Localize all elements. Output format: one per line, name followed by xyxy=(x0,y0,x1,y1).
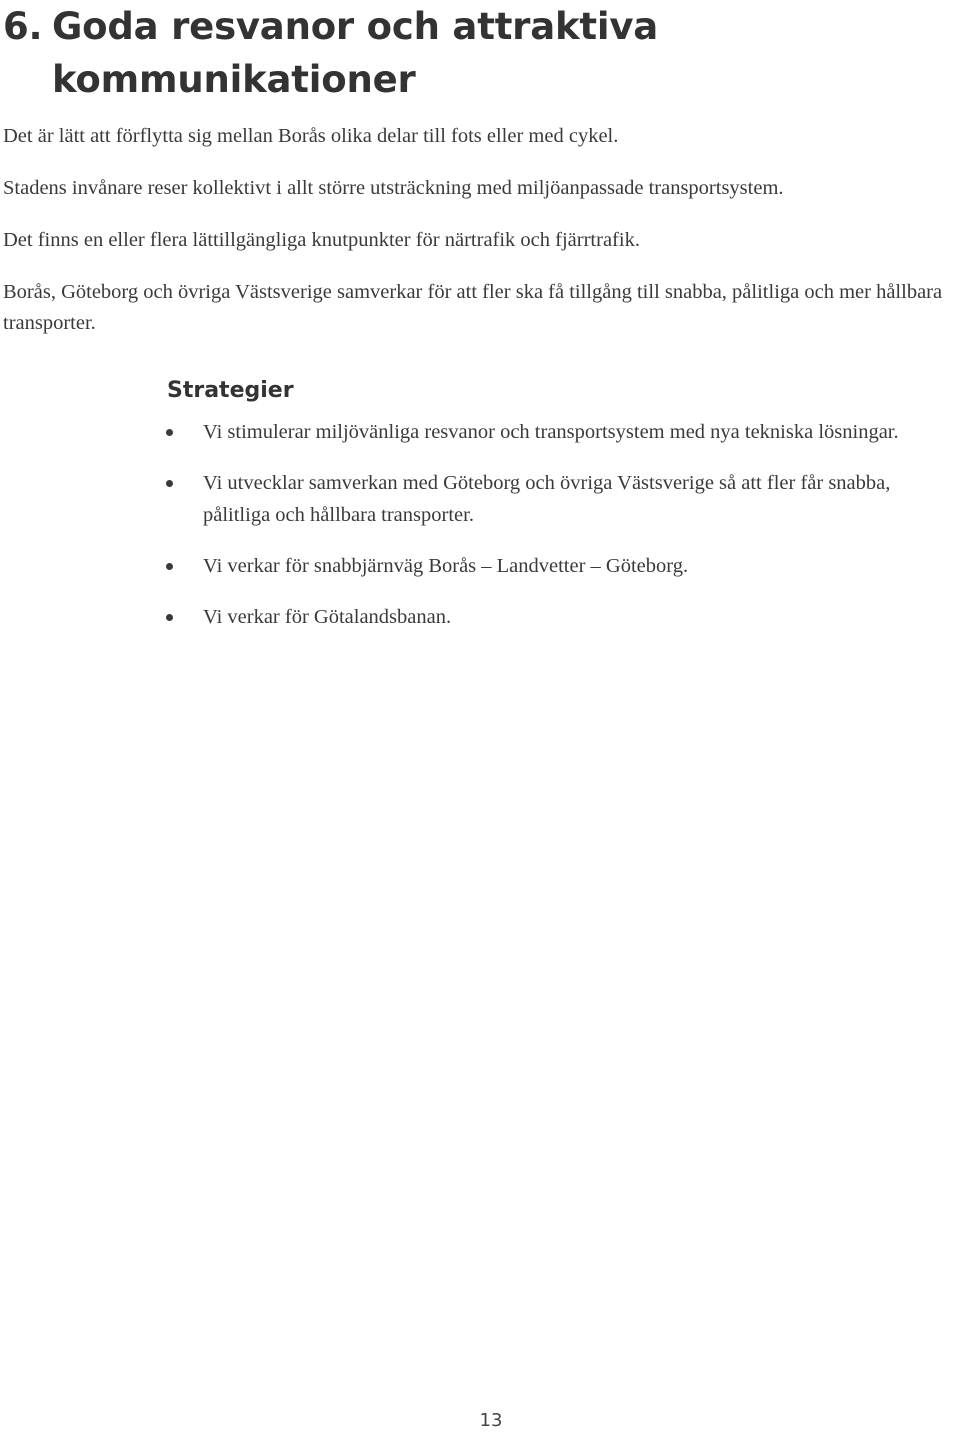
intro-paragraph-2: Stadens invånare reser kollektivt i allt större utsträckning med miljöanpassade transportsystem. xyxy=(3,177,784,199)
bullet-icon xyxy=(166,429,173,436)
strategy-text: Vi utvecklar samverkan med Göteborg och övriga Västsverige så att fler får snabba, pålitliga och hållbara transporter. xyxy=(203,472,891,526)
title-line-1: Goda resvanor och attraktiva xyxy=(52,5,659,48)
list-item xyxy=(163,467,958,531)
page-title xyxy=(3,0,658,106)
strategy-text: Vi verkar för snabbjärnväg Borås – Landvetter – Göteborg. xyxy=(203,555,689,577)
strategy-text: Vi verkar för Götalandsbanan. xyxy=(203,606,452,628)
intro-paragraph-1: Det är lätt att förflytta sig mellan Borås olika delar till fots eller med cykel. xyxy=(3,125,619,147)
bullet-icon xyxy=(166,563,173,570)
page-number: 13 xyxy=(479,1410,503,1431)
section-number: 6. xyxy=(3,5,43,48)
intro-paragraph-4: Borås, Göteborg och övriga Västsverige samverkar för att fler ska få tillgång till snabba, pålitliga och mer hållbara transporter. xyxy=(3,281,943,334)
bullet-icon xyxy=(166,480,173,487)
strategies-heading: Strategier xyxy=(167,378,294,403)
title-line-2: kommunikationer xyxy=(52,58,416,101)
strategies-list xyxy=(163,416,958,652)
intro-paragraph-3: Det finns en eller flera lättillgängliga knutpunkter för närtrafik och fjärrtrafik. xyxy=(3,229,640,251)
list-item xyxy=(163,601,958,633)
list-item xyxy=(163,550,958,582)
strategy-text: Vi stimulerar miljövänliga resvanor och transportsystem med nya tekniska lösningar. xyxy=(203,421,899,443)
bullet-icon xyxy=(166,614,173,621)
list-item xyxy=(163,416,958,448)
